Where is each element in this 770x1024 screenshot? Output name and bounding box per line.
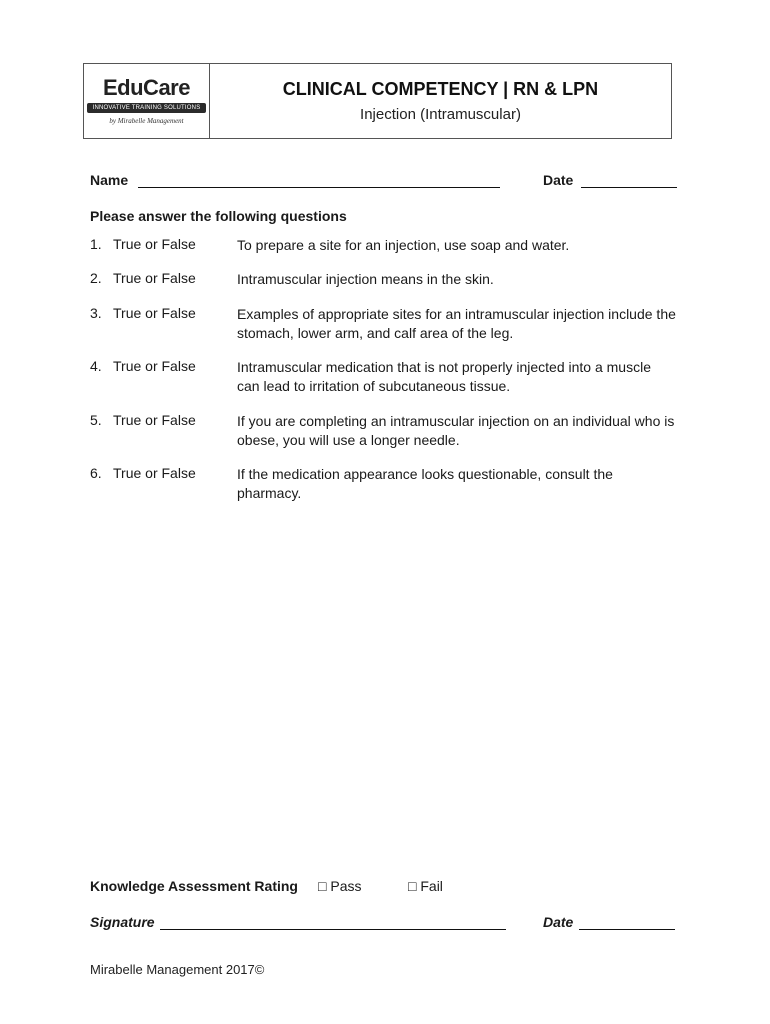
date-field[interactable]: [543, 172, 677, 188]
question-text: To prepare a site for an injection, use soap and water.: [237, 237, 570, 253]
page-subtitle: Injection (Intramuscular): [360, 106, 521, 123]
true-or-false[interactable]: True or False: [113, 412, 196, 428]
question-text: Intramuscular injection means in the skin.: [237, 271, 494, 287]
date-label: Date: [543, 172, 574, 188]
true-or-false[interactable]: True or False: [113, 465, 196, 481]
instructions: Please answer the following questions: [90, 208, 347, 224]
name-field[interactable]: [90, 172, 500, 188]
question-number: 3.: [90, 305, 102, 321]
fail-option[interactable]: [408, 878, 443, 894]
signature-date-label: Date: [543, 914, 574, 930]
name-input-line[interactable]: [138, 173, 500, 188]
signature-date-field[interactable]: [543, 914, 675, 930]
question-text: If the medication appearance looks questionable, consult the pharmacy.: [237, 466, 613, 501]
pass-label: Pass: [330, 878, 362, 894]
logo-wordmark: EduCare: [103, 75, 190, 100]
signature-date-input-line[interactable]: [579, 915, 675, 930]
question-text: Intramuscular medication that is not properly injected into a muscle can lead to irritation of subcutaneous tissue.: [237, 359, 651, 394]
name-label: Name: [90, 172, 129, 188]
logo-by-line: by Mirabelle Management: [109, 117, 184, 125]
true-or-false[interactable]: True or False: [113, 358, 196, 374]
fail-checkbox-icon[interactable]: □: [408, 878, 421, 894]
true-or-false[interactable]: True or False: [113, 270, 196, 286]
question-text: Examples of appropriate sites for an intramuscular injection include the stomach, lower arm, and calf area of the leg.: [237, 306, 676, 341]
true-or-false[interactable]: True or False: [113, 305, 196, 321]
signature-input-line[interactable]: [160, 915, 506, 930]
rating-label: Knowledge Assessment Rating: [90, 878, 298, 894]
question-number: 2.: [90, 270, 102, 286]
question-text: If you are completing an intramuscular injection on an individual who is obese, you will use a longer needle.: [237, 413, 675, 448]
question-number: 4.: [90, 358, 102, 374]
true-or-false[interactable]: True or False: [113, 236, 196, 252]
question-number: 5.: [90, 412, 102, 428]
educare-logo: [84, 64, 210, 138]
signature-field[interactable]: [90, 914, 506, 930]
footer-copyright: Mirabelle Management 2017©: [90, 962, 265, 977]
question-number: 6.: [90, 465, 102, 481]
pass-checkbox-icon[interactable]: □: [318, 878, 331, 894]
title-cell: [210, 64, 671, 138]
logo-tagline: INNOVATIVE TRAINING SOLUTIONS: [87, 103, 207, 113]
signature-label: Signature: [90, 914, 155, 930]
fail-label: Fail: [420, 878, 443, 894]
page-title: CLINICAL COMPETENCY | RN & LPN: [282, 79, 599, 99]
date-input-line[interactable]: [581, 173, 677, 188]
header-box: [83, 63, 672, 139]
question-number: 1.: [90, 236, 102, 252]
pass-option[interactable]: [318, 878, 361, 894]
